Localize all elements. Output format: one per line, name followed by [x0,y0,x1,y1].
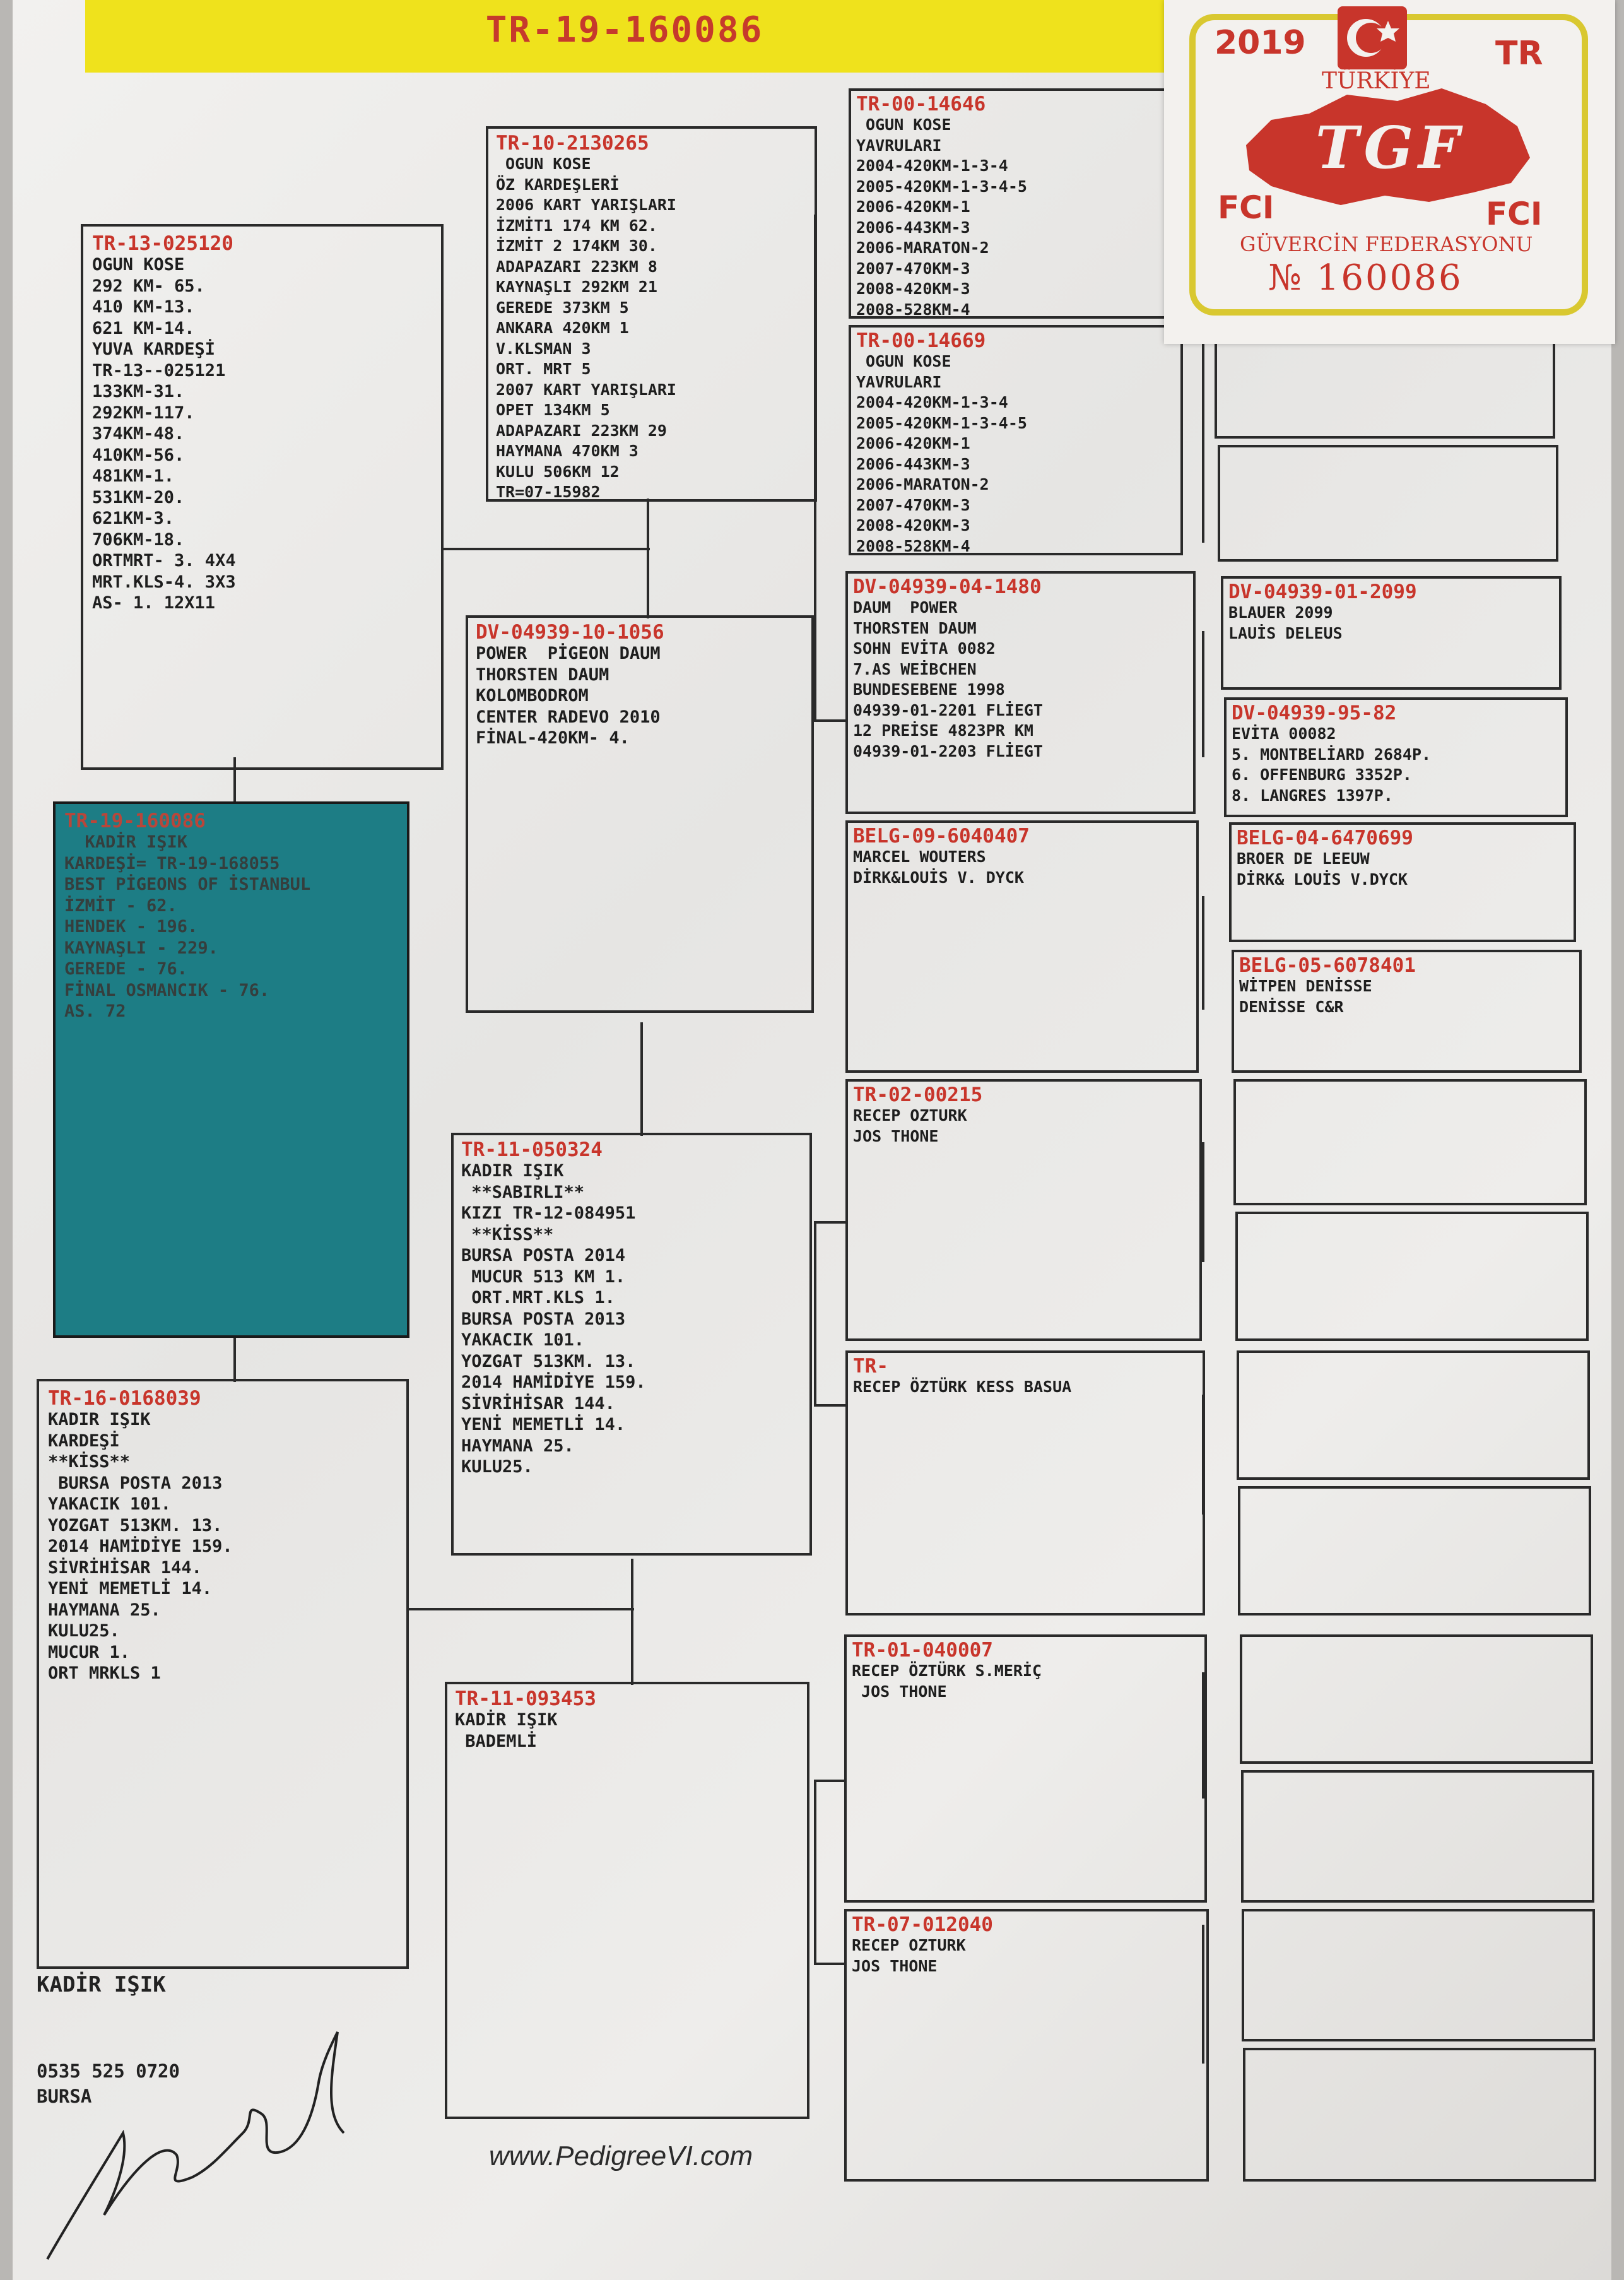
dam-line: 2014 HAMİDİYE 159. [48,1537,233,1556]
gggp-line: 8. LANGRES 1397P. [1232,786,1393,805]
great-grandparent-card [845,1350,1205,1615]
connector [407,1608,634,1610]
turkish-flag-icon [1338,6,1407,69]
ggp-line: 2008-528KM-4 [856,300,970,319]
gp-ds-line: YENİ MEMETLİ 14. [461,1415,626,1434]
gp-ss-line: V.KLSMAN 3 [496,339,591,358]
dam-line: YAKACIK 101. [48,1494,172,1514]
connector [233,1338,236,1382]
great-grandparent-card [845,820,1199,1073]
connector [814,1780,845,1782]
great-great-grandparent-card [1243,2048,1596,2182]
sire-line: OGUN KOSE [92,255,185,275]
ggp-line: THORSTEN DAUM [853,618,977,637]
gp-ss-line: OPET 134KM 5 [496,401,610,419]
subject-line: AS. 72 [64,1001,126,1021]
dam-line: BURSA POSTA 2013 [48,1473,223,1493]
breeder-name: KADİR IŞIK [37,1972,166,1997]
gp-ds-line: BURSA POSTA 2013 [461,1309,626,1329]
gp-dd-ring: TR-11-093453 [455,1687,596,1710]
gp-ds-line: 2014 HAMİDİYE 159. [461,1373,646,1392]
ggp-ring: TR-07-012040 [852,1913,993,1936]
ggp-line: DAUM POWER [853,598,958,617]
ggp-line: 2004-420KM-1-3-4 [856,157,1008,175]
sire-line: 706KM-18. [92,529,185,550]
granddam-sire-side-card [466,615,814,1013]
gp-ds-line: ORT.MRT.KLS 1. [461,1288,615,1308]
sire-line: YUVA KARDEŞİ [92,340,216,359]
ggp-ring: BELG-09-6040407 [853,825,1030,848]
dam-line: YENİ MEMETLİ 14. [48,1579,213,1598]
gp-ss-line: ORT. MRT 5 [496,360,591,378]
great-great-grandparent-card [1240,1634,1593,1764]
gp-ds-line: KADIR IŞIK [461,1161,564,1181]
connector [814,1404,845,1407]
great-grandparent-card [849,325,1183,555]
ggp-line: 2008-420KM-3 [856,516,970,535]
ggp-line: SOHN EVİTA 0082 [853,639,996,658]
great-great-grandparent-card [1232,950,1582,1073]
dam-line: KARDEŞİ [48,1431,120,1451]
sire-line: TR-13--025121 [92,360,226,381]
ggp-line: 2005-420KM-1-3-4-5 [856,177,1027,196]
great-great-grandparent-card [1235,1212,1589,1341]
connector [814,719,845,722]
great-grandparent-card [845,1079,1202,1341]
subject-pigeon-card [53,801,409,1338]
connector [640,1022,643,1136]
dam-line: YOZGAT 513KM. 13. [48,1515,223,1535]
connector [1202,896,1204,1010]
grandsire-sire-side-card [486,126,817,502]
connector [814,1963,845,1965]
gggp-ring: BELG-05-6078401 [1239,954,1416,977]
gp-ss-line: ANKARA 420KM 1 [496,319,629,337]
dam-line: KADIR IŞIK [48,1410,151,1429]
subject-line: GEREDE - 76. [64,959,188,979]
sire-line: 481KM-1. [92,466,175,486]
ggp-line: JOS THONE [852,1956,938,1975]
great-great-grandparent-card [1238,1486,1591,1615]
ggp-line: 2006-420KM-1 [856,198,970,216]
dam-line: KULU25. [48,1621,120,1641]
gggp-line: BROER DE LEEUW [1237,849,1370,868]
ggp-line: 2006-MARATON-2 [856,475,989,493]
great-great-grandparent-card [1242,1909,1595,2041]
connector [1202,631,1204,757]
granddam-dam-side-card [445,1682,809,2119]
dam-line: MUCUR 1. [48,1642,131,1662]
gggp-line: WİTPEN DENİSSE [1239,977,1372,995]
tgf-logo: TGF [1315,114,1465,182]
gp-ds-ring: TR-11-050324 [461,1138,603,1161]
gp-ss-line: OGUN KOSE [496,155,591,173]
gp-ds-line: SİVRİHİSAR 144. [461,1393,615,1414]
great-grandparent-card [849,88,1183,319]
dam-line: HAYMANA 25. [48,1600,161,1620]
ggp-line: RECEP ÖZTÜRK KESS BASUA [853,1378,1072,1396]
sticker-fci-left: FCI [1218,189,1274,226]
sticker-number: № 160086 [1268,257,1463,298]
connector [814,1221,816,1404]
gp-ss-line: ÖZ KARDEŞLERİ [496,175,620,194]
sire-line: 621KM-3. [92,509,175,528]
ggp-line: 2006-443KM-3 [856,454,970,473]
great-grandparent-card [844,1909,1209,2182]
gggp-ring: DV-04939-01-2099 [1228,581,1417,603]
ggp-line: BUNDESEBENE 1998 [853,680,1005,699]
gp-dd-line: KADİR IŞIK [455,1710,558,1730]
gp-ss-line: GEREDE 373KM 5 [496,298,629,317]
ggp-line: 2004-420KM-1-3-4 [856,393,1008,411]
ggp-line: 04939-01-2201 FLİEGT [853,700,1044,719]
ggp-line: RECEP OZTURK [853,1106,967,1125]
gp-sd-line: POWER PİGEON DAUM [476,644,661,663]
connector [1202,341,1204,543]
ggp-line: 04939-01-2203 FLİEGT [853,741,1044,760]
gp-ss-line: TR=07-15982 [496,483,601,501]
signature-icon [35,2007,356,2265]
gp-ss-line: KULU 506KM 12 [496,462,620,481]
brand-text: www.PedigreeVI.com [489,2141,753,2171]
sire-line: 292KM-117. [92,403,195,423]
sire-ring: TR-13-025120 [92,232,233,255]
great-great-grandparent-card [1224,697,1568,817]
sire-line: 374KM-48. [92,424,185,444]
sire-line: 410 KM-13. [92,297,195,317]
gggp-line: LAUİS DELEUS [1228,623,1343,642]
ggp-line: OGUN KOSE [856,115,951,134]
sticker-country: TÜRKİYE [1322,68,1431,94]
sticker-country-code: TR [1495,35,1543,73]
great-great-grandparent-card [1221,576,1562,690]
gggp-line: 6. OFFENBURG 3352P. [1232,765,1412,784]
gp-dd-line: BADEMLİ [455,1731,538,1751]
federation-ring-sticker [1164,0,1615,344]
ggp-line: RECEP OZTURK [852,1936,966,1954]
dam-line: ORT MRKLS 1 [48,1663,161,1683]
gp-sd-line: CENTER RADEVO 2010 [476,707,661,727]
sire-line: ORTMRT- 3. 4X4 [92,551,236,570]
subject-line: HENDEK - 196. [64,917,198,936]
subject-line: BEST PİGEONS OF İSTANBUL [64,875,311,894]
ggp-line: 2007-470KM-3 [856,259,970,278]
subject-ring: TR-19-160086 [64,810,206,832]
gp-ss-line: 2006 KART YARIŞLARI [496,196,676,214]
sire-line: 531KM-20. [92,487,185,507]
ggp-line: RECEP ÖZTÜRK S.MERİÇ [852,1662,1042,1680]
sire-line: 133KM-31. [92,382,185,401]
gggp-line: BLAUER 2099 [1228,603,1333,622]
subject-line: KADİR IŞIK [64,832,188,852]
gp-ds-line: BURSA POSTA 2014 [461,1246,626,1265]
great-great-grandparent-card [1218,445,1558,562]
sire-line: 292 KM- 65. [92,276,205,296]
subject-line: İZMİT - 62. [64,895,177,916]
ggp-ring: TR-01-040007 [852,1639,993,1662]
ggp-line: YAVRULARI [856,136,942,155]
subject-line: KAYNAŞLI - 229. [64,938,218,958]
gp-ss-line: İZMİT1 174 KM 62. [496,216,657,235]
connector [814,1780,816,1963]
grandsire-dam-side-card [451,1133,812,1556]
ggp-line: 2006-MARATON-2 [856,239,989,257]
ggp-line: 2008-528KM-4 [856,536,970,555]
connector [647,499,649,618]
gp-ss-line: ADAPAZARI 223KM 8 [496,257,657,276]
ggp-line: 2006-443KM-3 [856,218,970,237]
gggp-line: EVİTA 00082 [1232,724,1336,743]
connector [442,548,650,550]
gggp-line: DİRK& LOUİS V.DYCK [1237,870,1408,889]
ggp-line: 2005-420KM-1-3-4-5 [856,413,1027,432]
great-great-grandparent-card [1237,1350,1590,1480]
dam-card [37,1379,409,1969]
sire-line: 621 KM-14. [92,318,195,338]
gp-ds-line: MUCUR 513 KM 1. [461,1267,626,1287]
gp-ds-line: **SABIRLI** [461,1182,585,1202]
ggp-line: JOS THONE [852,1682,947,1701]
gp-ss-line: KAYNAŞLI 292KM 21 [496,278,657,296]
ggp-line: OGUN KOSE [856,352,951,370]
ring-title: TR-19-160086 [485,9,764,50]
gp-sd-line: THORSTEN DAUM [476,665,609,685]
subject-line: KARDEŞİ= TR-19-168055 [64,853,280,873]
gp-ds-line: KULU25. [461,1457,533,1477]
gp-ss-ring: TR-10-2130265 [496,132,649,155]
ggp-line: 2006-420KM-1 [856,434,970,452]
gp-ds-line: YAKACIK 101. [461,1330,585,1350]
gp-ss-line: 2007 KART YARIŞLARI [496,380,676,399]
ggp-line: JOS THONE [853,1126,939,1145]
gp-ds-line: YOZGAT 513KM. 13. [461,1351,636,1371]
ggp-ring: DV-04939-04-1480 [853,576,1042,598]
ggp-line: DİRK&LOUİS V. DYCK [853,868,1024,887]
sire-card [81,224,444,770]
great-grandparent-card [845,571,1196,814]
gp-sd-ring: DV-04939-10-1056 [476,621,664,644]
gggp-line: 5. MONTBELİARD 2684P. [1232,745,1432,764]
gggp-ring: DV-04939-95-82 [1232,702,1397,724]
great-grandparent-card [844,1634,1207,1903]
ggp-line: 12 PREİSE 4823PR KM [853,721,1033,740]
ggp-line: 2007-470KM-3 [856,495,970,514]
sticker-year: 2019 [1215,24,1306,62]
ggp-line: MARCEL WOUTERS [853,848,986,866]
ggp-ring: TR-00-14669 [856,329,986,352]
gp-ds-line: KIZI TR-12-084951 [461,1203,636,1223]
ggp-line: YAVRULARI [856,372,942,391]
dam-ring: TR-16-0168039 [48,1387,201,1410]
connector [814,1221,845,1224]
gp-ss-line: İZMİT 2 174KM 30. [496,237,657,255]
subject-line: FİNAL OSMANCIK - 76. [64,980,270,1000]
ggp-line: 2008-420KM-3 [856,280,970,298]
ggp-ring: TR-00-14646 [856,93,986,115]
ggp-line: 7.AS WEİBCHEN [853,659,977,678]
gp-sd-line: KOLOMBODROM [476,686,589,706]
gp-ds-line: HAYMANA 25. [461,1436,574,1456]
gp-sd-line: FİNAL-420KM- 4. [476,728,630,748]
breeder-city: BURSA [37,2086,92,2107]
sire-line: 410KM-56. [92,445,185,465]
great-great-grandparent-card [1233,1079,1587,1205]
sticker-fci-right: FCI [1486,196,1543,232]
sticker-federation: GÜVERCİN FEDERASYONU [1240,232,1533,256]
sire-line: AS- 1. 12X11 [92,593,216,613]
gggp-line: DENİSSE C&R [1239,997,1344,1016]
great-great-grandparent-card [1241,1770,1594,1903]
dam-line: SİVRİHİSAR 144. [48,1557,202,1578]
gggp-ring: BELG-04-6470699 [1237,827,1413,849]
gp-ss-line: HAYMANA 470KM 3 [496,442,638,460]
sire-line: MRT.KLS-4. 3X3 [92,572,236,592]
ggp-ring: TR- [853,1355,888,1378]
gp-ss-line: ADAPAZARI 223KM 29 [496,421,667,440]
gp-ds-line: **KİSS** [461,1224,554,1244]
ggp-ring: TR-02-00215 [853,1084,983,1106]
connector [631,1559,633,1685]
connector [1202,1142,1204,1262]
dam-line: **KİSS** [48,1452,131,1472]
breeder-phone: 0535 525 0720 [37,2060,180,2082]
pedigree-brand [489,2141,753,2172]
great-great-grandparent-card [1229,822,1576,942]
